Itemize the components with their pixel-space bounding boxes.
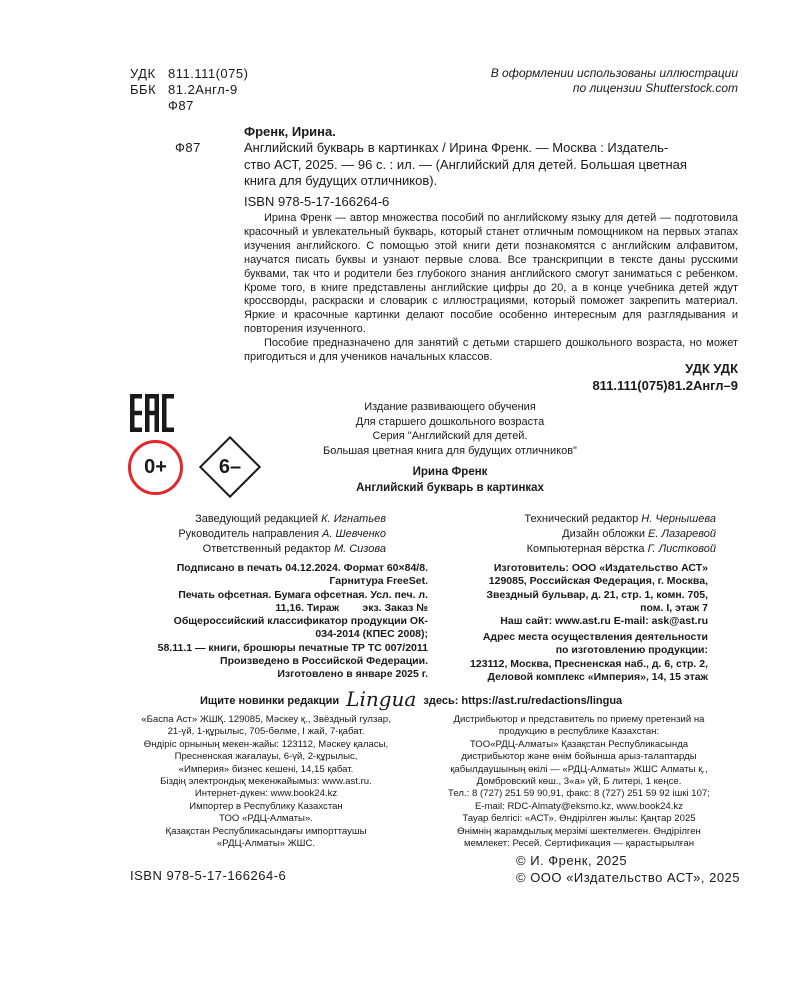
age-rating-diamond: 6– (199, 436, 261, 498)
edition-info: Издание развивающего обучения Для старшего дошкольного возраста Серия "Английский для детей. Большая цветная книга для будущих отличников" (323, 401, 577, 457)
kz-left: «Баспа Аст» ЖШҚ. 129085, Мәскеу қ., Звёздный гулзар, 21-үй, 1-құрылыс, 705-бөлме, I жай, 7-қабат. Өндіріс орнының мекен-жайы: 123112, Мәскеу қаласы, Пресненская жағалауы, 6-үй, 2-құрылыс, «Империя» бизнес кешені, 14,15 қабат. Біздің электрондық мекенжайымыз: www.ast.ru. Интернет-дүкен: www.book24.kz Импортер в Республику Казахстан ТОО «РДЦ-Алматы». Қазақстан Республикасындағы импорттаушы «РДЦ-Алматы» ЖШС. (141, 714, 391, 850)
kz-right: Дистрибьютор и представитель по приему претензий на продукцию в республике Казахстан: ТОО«РДЦ-Алматы» Қазақстан Республикасында дистрибьютор және өнім бойынша арыз-талаптарды қабылдаушының өкілі — «РДЦ-Алматы» ЖШС Алматы қ., Домбровский көш., 3«а» үй, Б литерi, 1 кеңсе. Тел.: 8 (727) 251 59 90,91, факс: 8 (727) 251 59 92 ішкі 107; E-mail: RDC-Almaty@eksmo.kz, www.book24.kz Тауар белгісі: «АСТ». Өндірілген жылы: Қаңтар 2025 Өнімнің жарамдылық мерзімі шектелмеген. Өндірілген мемлекет: Ресей. Сертификация — қарастырылған (448, 714, 710, 850)
credit-row: Заведующий редакцией К. Игнатьев (195, 513, 386, 525)
lingua-line: Ищите новинки редакции Lingua здесь: https://ast.ru/redactions/lingua (200, 687, 623, 711)
catalog-entry: Английский букварь в картинках / Ирина Френк. — Москва : Издатель- ство АСТ, 2025. — 96 с. : ил. — (Английский для детей. Большая цветная книга для будущих отличников). ISBN 978-5-17-166264-6 (244, 140, 738, 210)
copyright-publisher: © ООО «Издательство АСТ», 2025 (516, 870, 741, 885)
catalog-author-mark: Ф87 (175, 140, 201, 155)
book-author: Ирина Френк (412, 466, 488, 478)
bbk-line: ББК 81.2Англ-9 (130, 82, 238, 97)
printing-info: Подписано в печать 04.12.2024. Формат 60×84/8. Гарнитура FreeSet. Печать офсетная. Бумага офсетная. Усл. печ. л. 11,16. Тираж экз. Заказ № Общероссийский классификатор продукции ОК- 034-2014 (КПЕС 2008); 58.11.1 — книги, брошюры печатные ТР ТС 007/2011 Произведено в Российской Федерации. Изготовлено в январе 2025 г. (157, 562, 428, 681)
production-address: Адрес места осуществления деятельности по изготовлению продукции: 123112, Москва, Пресненская наб., д. 6, стр. 2, Деловой комплекс «Империя», 14, 15 этаж (470, 631, 708, 683)
eac-mark (130, 394, 174, 437)
catalog-isbn: ISBN 978-5-17-166264-6 (244, 193, 390, 209)
annotation (244, 212, 738, 365)
age-rating-circle: 0+ (128, 440, 183, 495)
annotation-paragraph-1: Ирина Френк — автор множества пособий по английскому языку для детей — подготовила красочный и увлекательный букварь, который станет отличным помощником на первых этапах изучения английского. С помощью этой книги дети познакомятся с английским алфавитом, научатся писать буквы и узнают первые слова. Все транскрипции в тексте даны русскими буквами, так что и родители без глубокого знания английского смогут заниматься с ребенком. Кроме того, в книге представлены английские цифры до 20, а в конце учебника детей ждут кроссворды, раскраски и словарик с иллюстрациями, который поможет закрепить материал. Яркие и красочные картинки делают пособие особенно интересным для разглядывания и повторения изученного. (244, 212, 738, 336)
udk-line: УДК 811.111(075) (130, 66, 249, 81)
lingua-url: здесь: https://ast.ru/redactions/lingua (423, 695, 623, 707)
annotation-paragraph-2: Пособие предназначено для занятий с детьми старшего дошкольного возраста, но может пригодиться и для учеников начальных классов. (244, 337, 738, 364)
credit-row: Технический редактор Н. Чернышева (524, 513, 716, 525)
classification-block (130, 66, 248, 114)
author-mark: Ф87 (168, 98, 194, 113)
udk-bbk-bottom: УДК УДК 811.111(075)81.2Англ–9 (592, 361, 738, 393)
credit-row: Руководитель направления А. Шевченко (178, 528, 386, 540)
manufacturer-info: Изготовитель: ООО «Издательство АСТ» 129085, Российская Федерация, г. Москва, Звездный бульвар, д. 21, стр. 1, комн. 705, пом. I, этаж 7 Наш сайт: www.ast.ru E-mail: ask@ast.ru (486, 562, 708, 628)
credit-row: Компьютерная вёрстка Г. Листковой (526, 543, 716, 555)
author-heading: Френк, Ирина. (244, 124, 336, 139)
credit-row: Дизайн обложки Е. Лазаревой (562, 528, 716, 540)
copyright-author: © И. Френк, 2025 (516, 853, 628, 868)
eac-logo-icon (130, 394, 174, 432)
credits-left (130, 512, 386, 557)
book-title: Английский букварь в картинках (356, 481, 544, 494)
credits-right (440, 512, 716, 557)
book-title-block (250, 465, 650, 496)
illustrations-note: В оформлении использованы иллюстрации по лицензии Shutterstock.com (490, 66, 738, 95)
credit-row: Ответственный редактор М. Сизова (202, 543, 386, 555)
lingua-logo: Lingua (346, 687, 417, 711)
bottom-isbn: ISBN 978-5-17-166264-6 (130, 868, 287, 883)
copyright-block (516, 852, 740, 886)
